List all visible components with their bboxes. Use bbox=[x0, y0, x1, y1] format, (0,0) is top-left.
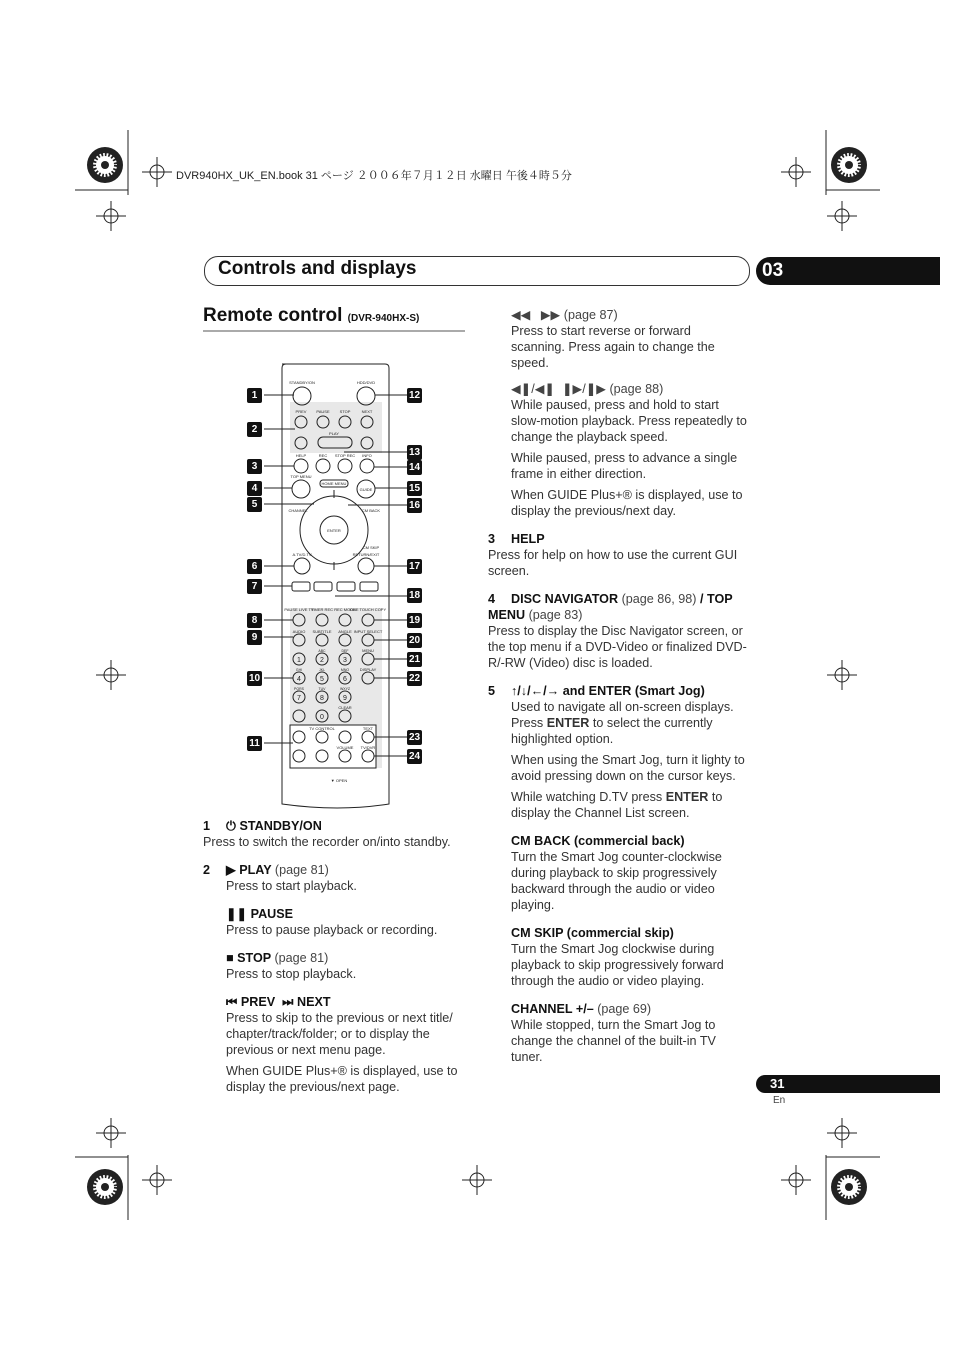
play-icon: ▶ bbox=[226, 863, 240, 877]
section-model: (DVR-940HX-S) bbox=[347, 313, 420, 324]
callout-5: 5 bbox=[247, 497, 262, 512]
stop-heading: ■ STOP (page 81) bbox=[226, 951, 329, 965]
label-menu: MENU bbox=[362, 648, 374, 653]
label-text: TEXT bbox=[362, 726, 374, 731]
label-rec: REC bbox=[318, 453, 328, 458]
section-title bbox=[203, 305, 419, 327]
chapter-number: 03 bbox=[762, 260, 784, 281]
callout-10: 10 bbox=[248, 673, 261, 684]
key-1: 1 bbox=[297, 657, 301, 664]
item-1-heading: 1 ⏻ STANDBY/ON bbox=[203, 819, 322, 833]
item-5-text-2: When using the Smart Jog, turn it lighty to avoid pressing down on the cursor keys. bbox=[511, 753, 745, 783]
label-top-menu: TOP MENU bbox=[290, 474, 312, 479]
item-1-text: Press to switch the recorder on/into standby. bbox=[203, 835, 451, 849]
slow-heading: ◀❚/◀❚ ❚▶/❚▶ (page 88) bbox=[511, 382, 664, 396]
key-3: 3 bbox=[343, 657, 347, 664]
label-cm-skip: CM SKIP bbox=[362, 545, 380, 550]
key-sub-2: ABC bbox=[318, 649, 326, 653]
cm-skip-text: Turn the Smart Jog clockwise during playback to skip progressively forward through the audio or video playing. bbox=[511, 942, 724, 988]
callout-12: 12 bbox=[408, 390, 421, 401]
callout-15: 15 bbox=[408, 483, 421, 494]
key-sub-9: WXYZ bbox=[339, 687, 351, 691]
key-5: 5 bbox=[320, 676, 324, 683]
callout-23: 23 bbox=[408, 732, 421, 743]
key-9: 9 bbox=[343, 695, 347, 702]
callout-1: 1 bbox=[247, 388, 262, 403]
label-stop-rec: STOP REC bbox=[334, 453, 356, 458]
label-angle: ANGLE bbox=[338, 629, 352, 634]
slow-text-3: When GUIDE Plus+® is displayed, use to display the previous/next day. bbox=[511, 488, 743, 518]
label-enter: ENTER bbox=[327, 528, 341, 533]
callout-7: 7 bbox=[247, 579, 262, 594]
item-2-heading: 2 ▶ PLAY (page 81) bbox=[203, 863, 329, 877]
pause-icon: ❚❚ bbox=[226, 907, 251, 921]
callout-3: 3 bbox=[247, 459, 262, 474]
label-help: HELP bbox=[295, 453, 307, 458]
label-tv-control: TV CONTROL bbox=[309, 726, 335, 731]
stop-icon: ■ bbox=[226, 951, 238, 965]
item-3-heading: 3 HELP bbox=[488, 532, 545, 546]
callout-6: 6 bbox=[247, 559, 262, 574]
page-language: En bbox=[773, 1095, 786, 1106]
page-number: 31 bbox=[770, 1076, 785, 1091]
callout-4: 4 bbox=[247, 481, 262, 496]
cm-back-heading: CM BACK (commercial back) bbox=[511, 834, 685, 848]
label-subtitle: SUBTITLE bbox=[312, 629, 332, 634]
slow-forward-icon: ❚▶/❚▶ bbox=[561, 382, 610, 396]
label-one-touch: ONE TOUCH COPY bbox=[349, 607, 387, 612]
stop-text: Press to stop playback. bbox=[226, 967, 357, 981]
label-display: DISPLAY bbox=[359, 667, 377, 672]
key-sub-7: PQRS bbox=[294, 687, 304, 691]
label-audio: AUDIO bbox=[292, 629, 306, 634]
prev-next-heading: ⏮ PREV ⏭ NEXT bbox=[226, 995, 331, 1009]
rewind-icon: ◀◀ bbox=[511, 308, 541, 322]
label-hdd-dvd: HDD/DVD bbox=[356, 380, 376, 385]
channel-heading: CHANNEL +/– (page 69) bbox=[511, 1002, 652, 1016]
chapter-tab bbox=[756, 257, 940, 285]
callout-19: 19 bbox=[408, 615, 421, 626]
pause-text: Press to pause playback or recording. bbox=[226, 923, 438, 937]
label-play: PLAY bbox=[329, 431, 339, 436]
arrow-keys-icon: ↑/↓/←/→ bbox=[511, 684, 563, 698]
power-icon: ⏻ bbox=[226, 819, 240, 833]
label-timer-rec: TIMER REC bbox=[311, 607, 333, 612]
item-2-text: Press to start playback. bbox=[226, 879, 357, 893]
callout-13: 13 bbox=[408, 447, 421, 458]
cm-back-text: Turn the Smart Jog counter-clockwise during playback to skip progressively backward through the audio or video playing. bbox=[511, 850, 722, 912]
callout-8: 8 bbox=[247, 613, 262, 628]
slow-reverse-icon: ◀❚/◀❚ bbox=[511, 382, 562, 396]
key-sub-3: DEF bbox=[341, 649, 349, 653]
key-8: 8 bbox=[320, 695, 324, 702]
prev-next-text: Press to skip to the previous or next title/ chapter/track/folder; or to display the previous or next menu page. bbox=[226, 1011, 453, 1057]
label-guide: GUIDE bbox=[359, 487, 373, 492]
cm-skip-heading: CM SKIP (commercial skip) bbox=[511, 926, 674, 940]
label-atv-dtv: A.TV/D.TV bbox=[292, 552, 312, 557]
key-0: 0 bbox=[320, 714, 324, 721]
callout-9: 9 bbox=[247, 630, 262, 645]
guide-note: When GUIDE Plus+® is displayed, use to display the previous/next page. bbox=[226, 1064, 458, 1094]
pause-heading: ❚❚ PAUSE bbox=[226, 907, 294, 921]
slow-text-1: While paused, press and hold to start slow-motion playback. Press repeatedly to change the playback speed. bbox=[511, 398, 747, 444]
callout-20: 20 bbox=[408, 635, 421, 646]
next-icon: ⏭ bbox=[282, 995, 297, 1009]
item-5-heading: 5 ↑/↓/←/→ and ENTER (Smart Jog) bbox=[488, 684, 705, 698]
callout-22: 22 bbox=[408, 673, 421, 684]
label-prev: PREV bbox=[295, 409, 307, 414]
section-rule bbox=[203, 330, 465, 332]
label-cm-back: CM BACK bbox=[361, 508, 381, 513]
key-sub-4: GHI bbox=[295, 668, 303, 672]
key-6: 6 bbox=[343, 676, 347, 683]
label-channel: CHANNEL bbox=[288, 508, 308, 513]
label-next: NEXT bbox=[361, 409, 373, 414]
page-number-tab bbox=[756, 1075, 940, 1093]
key-sub-6: MNO bbox=[340, 668, 350, 672]
fast-forward-icon: ▶▶ bbox=[540, 308, 564, 322]
scan-heading: ◀◀ ▶▶ (page 87) bbox=[511, 308, 618, 322]
item-3-text: Press for help on how to use the current GUI screen. bbox=[488, 548, 738, 578]
left-column bbox=[203, 818, 471, 1100]
remote-illustration bbox=[244, 360, 434, 810]
key-sub-5: JKL bbox=[318, 668, 326, 672]
section-title-text: Remote control bbox=[203, 305, 343, 326]
prev-icon: ⏮ bbox=[226, 995, 241, 1009]
label-pause: PAUSE bbox=[316, 409, 330, 414]
page-title: Controls and displays bbox=[218, 258, 417, 279]
callout-17: 17 bbox=[408, 561, 421, 572]
label-open: ▼ OPEN bbox=[330, 778, 348, 783]
scan-text: Press to start reverse or forward scanning. Press again to change the speed. bbox=[511, 324, 715, 370]
callout-14: 14 bbox=[408, 462, 421, 473]
label-volume: VOLUME bbox=[336, 745, 354, 750]
callout-11: 11 bbox=[247, 736, 262, 751]
key-2: 2 bbox=[320, 657, 324, 664]
label-clear: CLEAR bbox=[338, 705, 352, 710]
key-sub-8: TUV bbox=[318, 687, 326, 691]
callout-18: 18 bbox=[408, 590, 421, 601]
right-column bbox=[488, 307, 748, 1070]
channel-text: While stopped, turn the Smart Jog to change the channel of the built-in TV tuner. bbox=[511, 1018, 716, 1064]
key-4: 4 bbox=[297, 676, 301, 683]
label-standby: STANDBY/ON bbox=[289, 380, 315, 385]
callout-24: 24 bbox=[408, 751, 421, 762]
label-pause-live: PAUSE LIVE TV bbox=[284, 607, 314, 612]
callout-21: 21 bbox=[408, 654, 421, 665]
callout-2: 2 bbox=[247, 422, 262, 437]
label-return-exit: RETURN/EXIT bbox=[352, 552, 380, 557]
label-input-select: INPUT SELECT bbox=[353, 629, 383, 634]
item-5-text-1: Used to navigate all on-screen displays. Press ENTER to select the currently highlighted option. bbox=[511, 700, 734, 746]
label-rec-mode: REC MODE bbox=[334, 607, 356, 612]
callout-16: 16 bbox=[408, 500, 421, 511]
item-4-heading: 4 DISC NAVIGATOR (page 86, 98) / TOP MENU (page 83) bbox=[488, 592, 733, 622]
label-info: INFO bbox=[362, 453, 372, 458]
key-7: 7 bbox=[297, 695, 301, 702]
slow-text-2: While paused, press to advance a single frame in either direction. bbox=[511, 451, 738, 481]
label-tv-dvr: TV/DVR bbox=[360, 745, 376, 750]
label-home-menu: HOME MENU bbox=[321, 481, 347, 486]
label-stop: STOP bbox=[339, 409, 351, 414]
item-5-text-3: While watching D.TV press ENTER to display the Channel List screen. bbox=[511, 790, 723, 820]
item-4-text: Press to display the Disc Navigator screen, or the top menu if a DVD-Video or finalized DVD-R/-RW (Video) disc is loaded. bbox=[488, 624, 747, 670]
file-header: DVR940HX_UK_EN.book 31 ページ ２００６年７月１２日 水曜日 午後４時５分 bbox=[176, 170, 572, 182]
